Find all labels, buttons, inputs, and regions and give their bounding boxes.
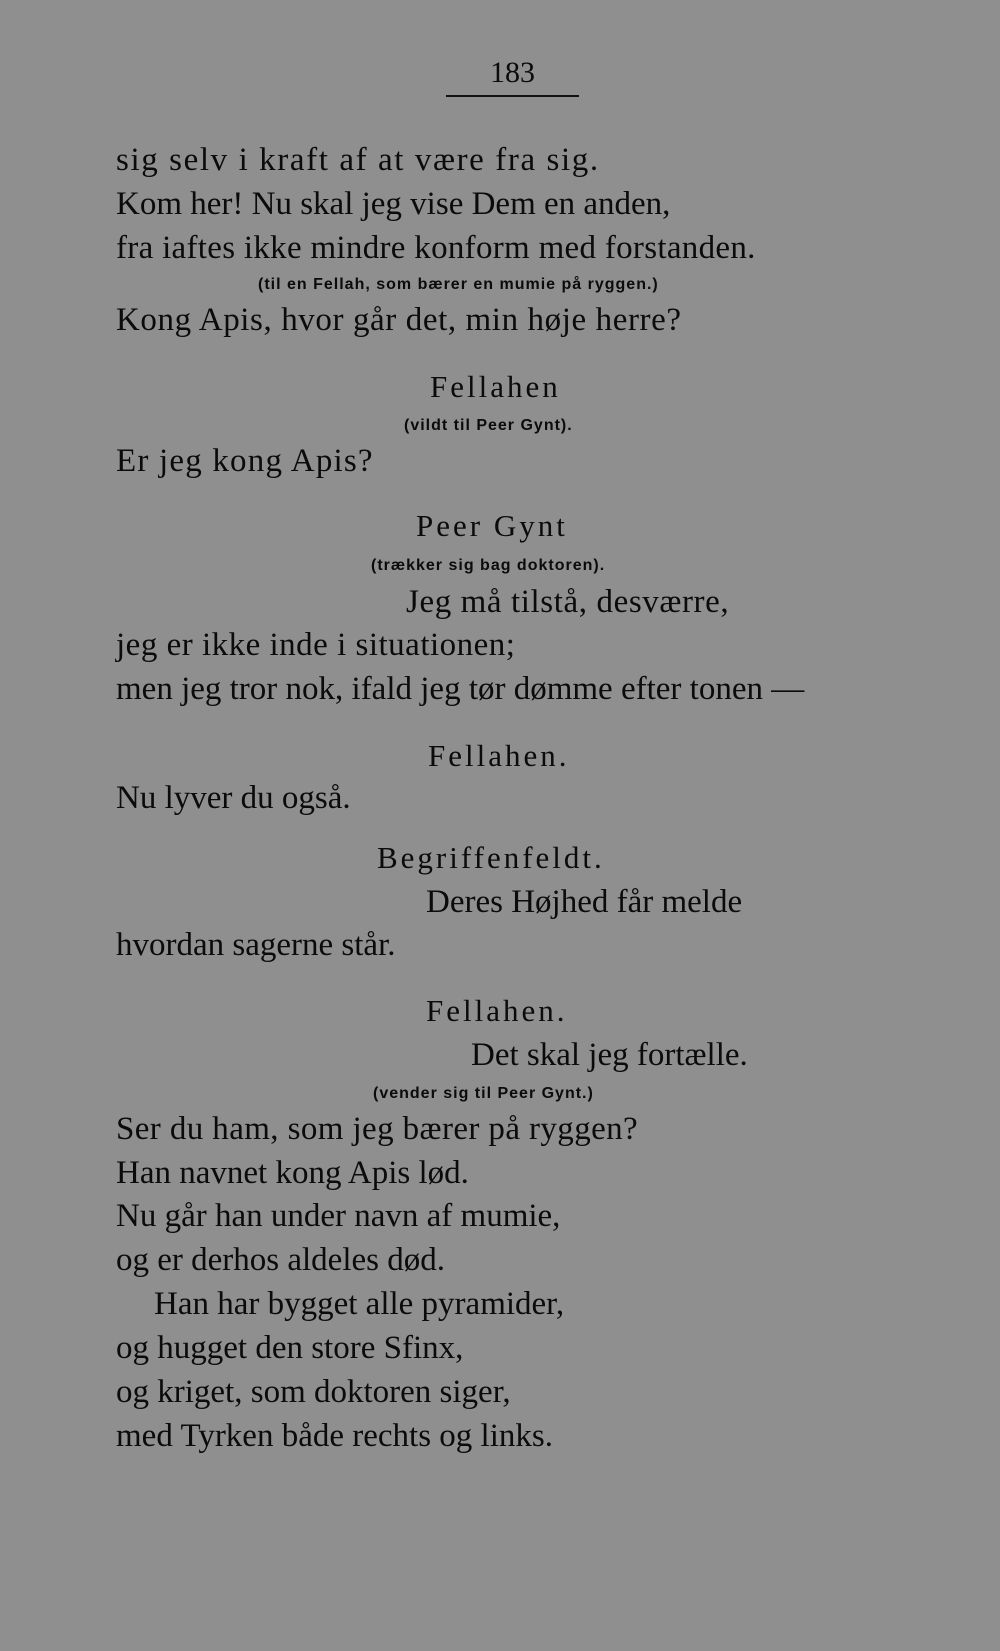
verse-line-15: Nu går han under navn af mumie,	[116, 1198, 561, 1234]
verse-line-1: sig selv i kraft af at være fra sig.	[116, 142, 600, 178]
verse-line-2: Kom her! Nu skal jeg vise Dem en anden,	[116, 186, 671, 222]
verse-line-5: Er jeg kong Apis?	[116, 443, 374, 479]
stage-direction-4: (vender sig til Peer Gynt.)	[373, 1085, 594, 1102]
verse-line-7: jeg er ikke inde i situationen;	[116, 627, 516, 663]
verse-line-11: hvordan sagerne står.	[116, 927, 396, 963]
speaker-peer-gynt: Peer Gynt	[416, 508, 568, 543]
speaker-begriffenfeldt: Begriffenfeldt.	[377, 840, 605, 875]
verse-line-14: Han navnet kong Apis lød.	[116, 1155, 469, 1191]
stage-direction-3: (trækker sig bag doktoren).	[371, 557, 606, 574]
speaker-fellahen-1: Fellahen	[430, 369, 561, 404]
stage-direction-1: (til en Fellah, som bærer en mumie på ryggen.)	[258, 276, 659, 293]
page-number: 183	[490, 56, 535, 89]
verse-line-8: men jeg tror nok, ifald jeg tør dømme efter tonen —	[116, 671, 805, 707]
verse-line-3: fra iaftes ikke mindre konform med forstanden.	[116, 230, 756, 266]
verse-line-4: Kong Apis, hvor går det, min høje herre?	[116, 302, 682, 338]
verse-line-16: og er derhos aldeles død.	[116, 1242, 445, 1278]
stage-direction-2: (vildt til Peer Gynt).	[404, 417, 573, 434]
verse-line-17: Han har bygget alle pyramider,	[154, 1286, 565, 1322]
verse-line-20: med Tyrken både rechts og links.	[116, 1418, 553, 1454]
verse-line-18: og hugget den store Sfinx,	[116, 1330, 464, 1366]
verse-line-13: Ser du ham, som jeg bærer på ryggen?	[116, 1111, 639, 1147]
verse-line-10: Deres Højhed får melde	[426, 884, 743, 920]
verse-line-9: Nu lyver du også.	[116, 780, 351, 816]
page-number-rule	[446, 95, 579, 97]
verse-line-6: Jeg må tilstå, desværre,	[406, 584, 730, 620]
verse-line-12: Det skal jeg fortælle.	[471, 1037, 748, 1073]
speaker-fellahen-2: Fellahen.	[428, 738, 570, 773]
verse-line-19: og kriget, som doktoren siger,	[116, 1374, 511, 1410]
speaker-fellahen-3: Fellahen.	[426, 993, 568, 1028]
